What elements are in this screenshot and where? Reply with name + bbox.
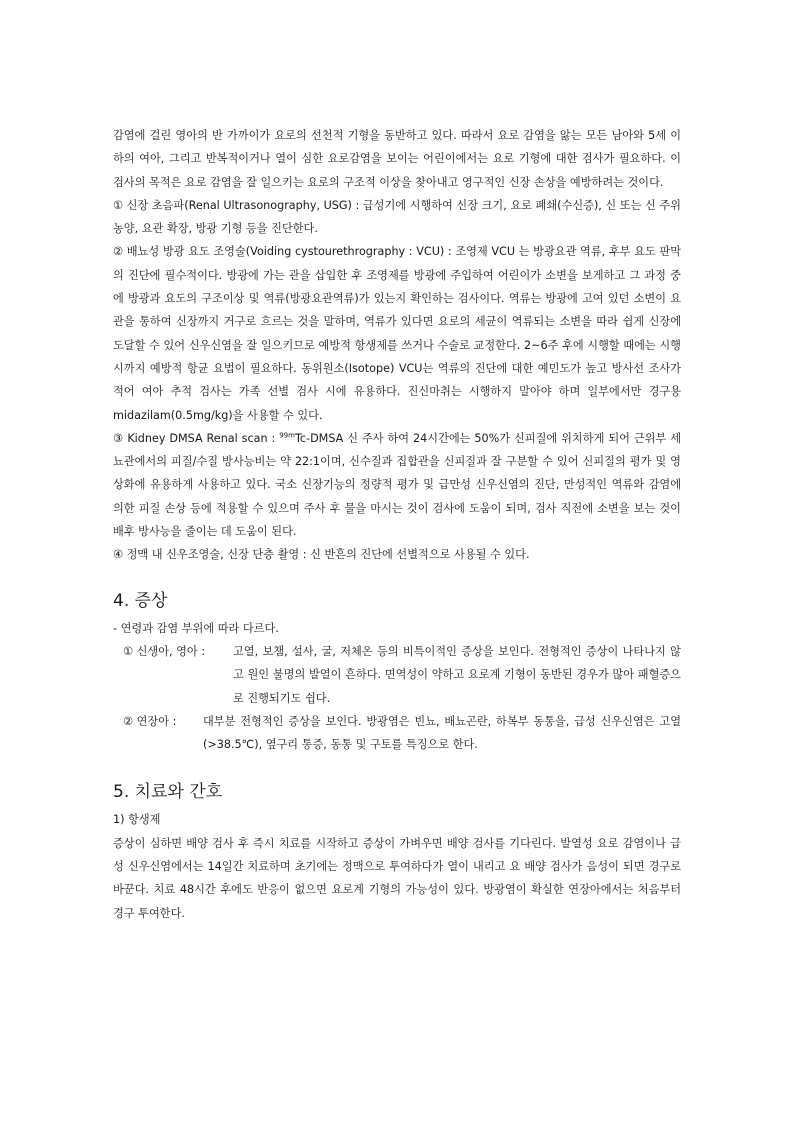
antibiotics-paragraph: 증상이 심하면 배양 검사 후 즉시 치료를 시작하고 증상이 가벼우면 배양 검사를 기다린다. 발열성 요로 감염이나 급성 신우신염에서는 14일간 치료하며 초기에는 정맥으로 투여하다가 열이 내리고 요 배양 검사가 음성이 되면 경구로 바꾼다. 치료 48시간 후에도 반응이 없으면 요로계 기형의 가능성이 있다. 방광염이 확실한 연장아에서는 처음부터 경구 투여한다.	[113, 836, 681, 920]
dmsa-label: ③ Kidney DMSA Renal scan :	[113, 431, 280, 445]
renal-ultrasonography-item: ① 신장 초음파(Renal Ultrasonography, USG) : 급성기에 시행하여 신장 크기, 요로 폐쇄(수신증), 신 또는 신 주위 농양, 요관 확장, 방광 기형 등을 진단한다.	[113, 198, 681, 236]
dmsa-text: Tc-DMSA 신 주사 하여 24시간에는 50%가 신피질에 위치하게 되어 근위부 세뇨관에서의 피질/수질 방사능비는 약 22:1이며, 신수질과 집합관을 신피질과 잘 구분할 수 있어 신피질의 평가 및 영상화에 유용하게 사용하고 있다. 국소 신장기능의 정량적 평가 및 급만성 신우신염의 진단, 만성적인 역류와 감염에 의한 피질 손상 등에 적용할 수 있으며 주사 후 물을 마시는 것이 검사에 도움이 되며, 검사 직전에 소변을 보는 것이 배후 방사능을 줄이는 데 도움이 된다.	[113, 431, 682, 539]
ivp-item: ④ 정맥 내 신우조영술, 신장 단층 촬영 : 신 반흔의 진단에 선별적으로 사용될 수 있다.	[113, 548, 530, 562]
symptom-item-child	[113, 710, 681, 757]
intro-paragraph: 감염에 걸린 영아의 반 가까이가 요로의 선천적 기형을 동반하고 있다. 따라서 요로 감염을 앓는 모든 남아와 5세 이하의 여아, 그리고 반복적이거나 열이 심한 요로감염을 보이는 어린이에서는 요로 기형에 대한 검사가 필요하다. 이 검사의 목적은 요로 감염을 잘 일으키는 요로의 구조적 이상을 찾아내고 영구적인 신장 손상을 예방하려는 것이다.	[113, 129, 681, 189]
symptom-item-infant-label: ① 신생아, 영아 :	[123, 644, 206, 658]
symptom-item-infant-text: 고열, 보챔, 설사, 굴, 저체온 등의 비특이적인 증상을 보인다. 전형적인 증상이 나타나지 않고 원인 불명의 발열이 흔하다. 면역성이 약하고 요로계 기형이 동반된 경우가 많아 패혈증으로 진행되기도 쉽다.	[233, 644, 681, 705]
dmsa-scan-item	[113, 427, 681, 543]
antibiotics-subheading: 1) 항생제	[113, 813, 161, 827]
document-page	[113, 124, 681, 925]
symptom-item-child-text: 대부분 전형적인 증상을 보인다. 방광염은 빈뇨, 배뇨곤란, 하복부 동통을, 급성 신우신염은 고열(>38.5℃), 옆구리 통증, 동통 및 구토를 특징으로 한다.	[203, 714, 681, 752]
section-4-heading: 4. 증상	[113, 590, 168, 611]
isotope-superscript: 99m	[279, 431, 295, 440]
symptom-item-child-label: ② 연장아 :	[123, 714, 177, 728]
section-5-heading: 5. 치료와 간호	[113, 782, 223, 803]
vcu-item: ② 배뇨성 방광 요도 조영술(Voiding cystourethrography : VCU) : 조영제 VCU 는 방광요관 역류, 후부 요도 판막의 진단에 필수적이다. 방광에 가는 관을 삽입한 후 조영제를 방광에 주입하여 어린이가 소변을 보게하고 그 과정 중에 방광과 요도의 구조이상 및 역류(방광요관역류)가 있는지 확인하는 검사이다. 역류는 방광에 고여 있던 소변이 요관을 통하여 신장까지 거구로 흐르는 것을 말하며, 역류가 있다면 요로의 세균이 역류되는 소변을 따라 쉽게 신장에 도달할 수 있어 신우신염을 잘 일으키므로 예방적 항생제를 쓰거나 수술로 교정한다. 2~6주 후에 시행할 때에는 시행 시까지 예방적 항균 요법이 필요하다. 동위원소(Isotope) VCU는 역류의 진단에 대한 예민도가 높고 방사선 조사가 적어 여아 추적 검사는 가족 선별 검사 시에 유용하다. 진신마취는 시행하지 말아야 하며 일부에서만 경구용 midazilam(0.5mg/kg)을 사용할 수 있다.	[113, 245, 681, 422]
symptoms-lead: - 연령과 감염 부위에 따라 다르다.	[113, 621, 279, 635]
symptom-item-infant	[113, 640, 681, 710]
